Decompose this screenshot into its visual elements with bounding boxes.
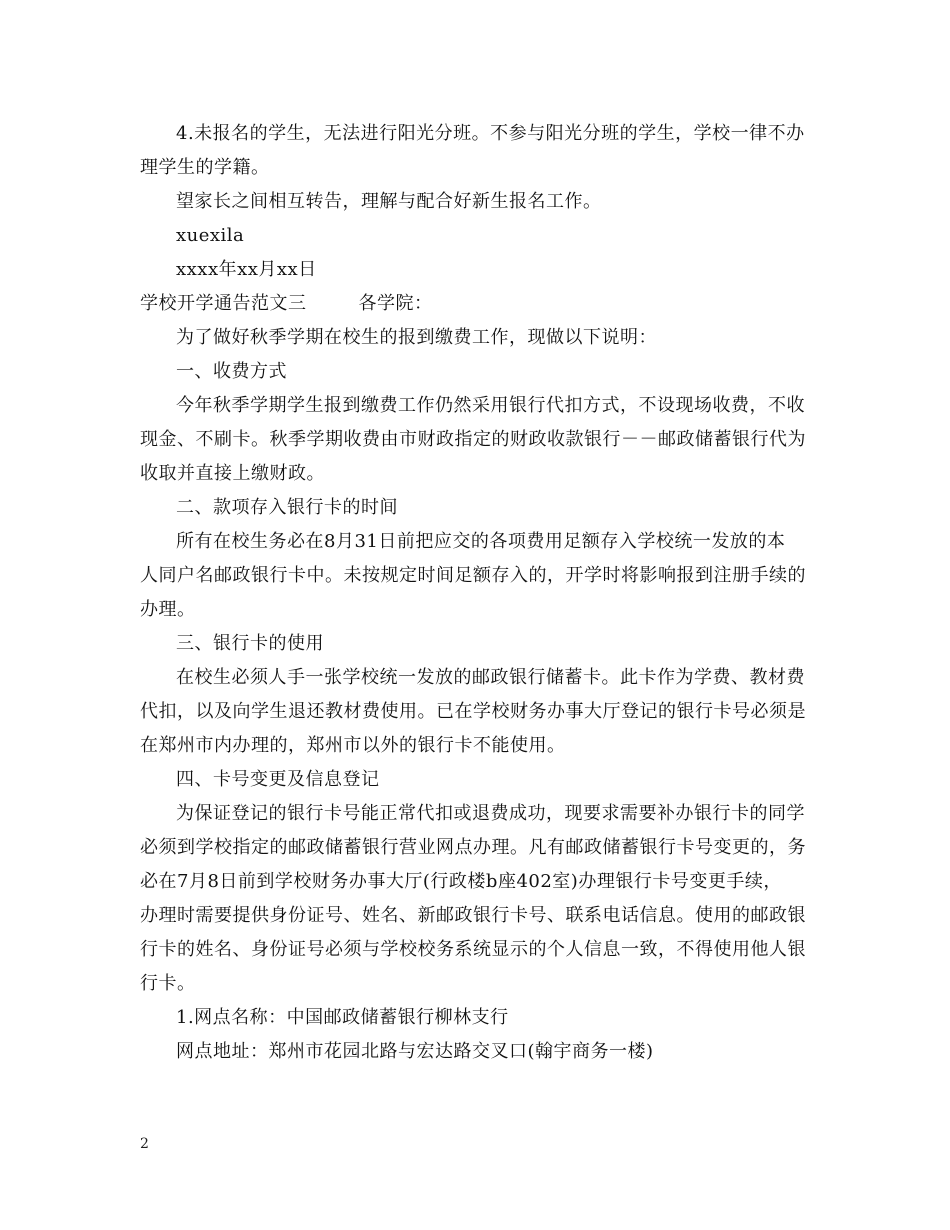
- paragraph-line: 现金、不刷卡。秋季学期收费由市财政指定的财政收款银行－－邮政储蓄银行代为: [140, 429, 806, 450]
- paragraph-line: 代扣，以及向学生退还教材费使用。已在学校财务办事大厅登记的银行卡号必须是: [140, 701, 806, 722]
- paragraph-line: 行卡。: [140, 973, 196, 994]
- paragraph-line: 1.网点名称：中国邮政储蓄银行柳林支行: [176, 1007, 509, 1028]
- paragraph-line: 理学生的学籍。: [140, 157, 270, 178]
- paragraph-line: 必在7月8日前到学校财务办事大厅(行政楼b座402室)办理银行卡号变更手续，: [140, 871, 782, 892]
- heading-line: 一、收费方式: [176, 361, 287, 382]
- paragraph-line: 今年秋季学期学生报到缴费工作仍然采用银行代扣方式，不设现场收费，不收: [176, 395, 805, 416]
- heading-line: 三、银行卡的使用: [176, 633, 324, 654]
- paragraph-line: 收取并直接上缴财政。: [140, 463, 325, 484]
- paragraph-line: 望家长之间相互转告，理解与配合好新生报名工作。: [176, 191, 602, 212]
- date-line: xxxx年xx月xx日: [176, 259, 317, 280]
- paragraph-line: 行卡的姓名、身份证号必须与学校校务系统显示的个人信息一致，不得使用他人银: [140, 939, 806, 960]
- paragraph-line: 在校生必须人手一张学校统一发放的邮政银行储蓄卡。此卡作为学费、教材费: [176, 667, 805, 688]
- paragraph-line: 为保证登记的银行卡号能正常代扣或退费成功，现要求需要补办银行卡的同学: [176, 803, 805, 824]
- paragraph-line: 4.未报名的学生，无法进行阳光分班。不参与阳光分班的学生，学校一律不办: [176, 123, 805, 144]
- paragraph-line: 办理。: [140, 599, 196, 620]
- heading-line: 四、卡号变更及信息登记: [176, 769, 380, 790]
- paragraph-line: 为了做好秋季学期在校生的报到缴费工作，现做以下说明：: [176, 327, 657, 348]
- paragraph-line: 网点地址：郑州市花园北路与宏达路交叉口(翰宇商务一楼): [176, 1041, 654, 1062]
- paragraph-line: 人同户名邮政银行卡中。未按规定时间足额存入的，开学时将影响报到注册手续的: [140, 565, 806, 586]
- heading-line: 二、款项存入银行卡的时间: [176, 497, 398, 518]
- salutation: 各学院：: [358, 293, 433, 314]
- section-title: 学校开学通告范文三: [140, 293, 307, 314]
- paragraph-line: xuexila: [176, 225, 245, 246]
- paragraph-line: 在郑州市内办理的，郑州市以外的银行卡不能使用。: [140, 735, 566, 756]
- paragraph-line: 所有在校生务必在8月31日前把应交的各项费用足额存入学校统一发放的本: [176, 531, 786, 552]
- section-title-line: [140, 287, 433, 321]
- paragraph-line: 办理时需要提供身份证号、姓名、新邮政银行卡号、联系电话信息。使用的邮政银: [140, 905, 806, 926]
- page-number: 2: [140, 1136, 149, 1152]
- paragraph-line: 必须到学校指定的邮政储蓄银行营业网点办理。凡有邮政储蓄银行卡号变更的，务: [140, 837, 806, 858]
